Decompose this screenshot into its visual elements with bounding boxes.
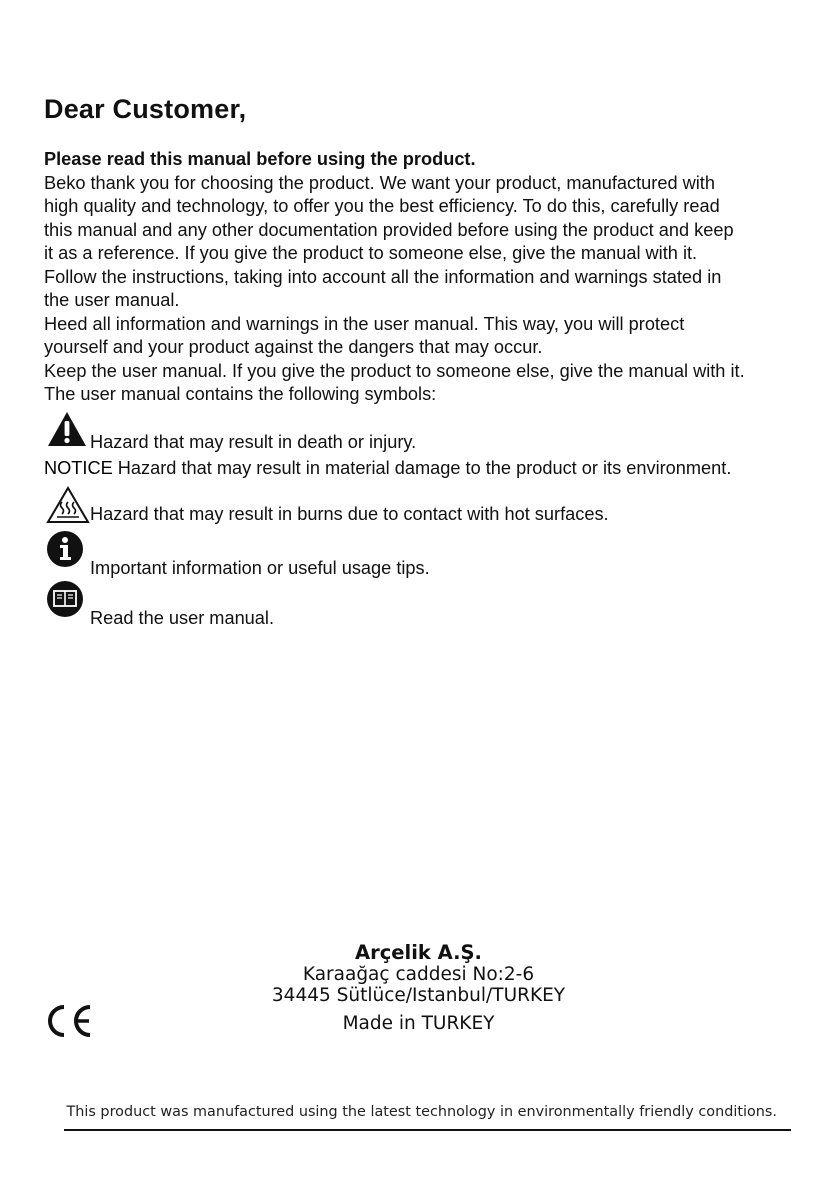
ce-mark-icon <box>44 1004 94 1043</box>
symbol-row-manual <box>46 584 806 630</box>
hazard-text: Hazard that may result in death or injury. <box>90 432 417 452</box>
intro-line: high quality and technology, to offer you the best efficiency. To do this, carefully read <box>44 196 720 216</box>
intro-line: Follow the instructions, taking into account all the information and warnings stated in <box>44 266 722 287</box>
book-icon <box>46 580 84 624</box>
hot-surface-text: Hazard that may result in burns due to contact with hot surfaces. <box>90 504 609 524</box>
warning-triangle-icon <box>46 410 88 454</box>
footer-divider <box>64 1129 791 1131</box>
company-made-in: Made in TURKEY <box>342 1013 495 1034</box>
intro-text <box>44 148 819 407</box>
symbol-row-hot-surface <box>46 484 806 530</box>
company-street: Karaağaç caddesi No:2-6 <box>302 964 535 985</box>
company-city: 34445 Sütlüce/Istanbul/TURKEY <box>271 985 566 1006</box>
notice-text: Hazard that may result in material damage to the product or its environment. <box>117 458 732 478</box>
intro-line: the user manual. <box>44 290 180 310</box>
symbol-row-hazard <box>46 412 806 454</box>
manual-text: Read the user manual. <box>90 608 275 628</box>
intro-line: The user manual contains the following symbols: <box>44 384 437 404</box>
notice-label: NOTICE <box>44 458 113 478</box>
intro-line: yourself and your product against the dangers that may occur. <box>44 337 543 357</box>
intro-bold-line: Please read this manual before using the product. <box>44 149 476 169</box>
info-text: Important information or useful usage tips. <box>90 558 430 578</box>
hot-surface-icon <box>46 486 90 530</box>
info-icon <box>46 530 84 574</box>
intro-line: Heed all information and warnings in the user manual. This way, you will protect <box>44 313 685 334</box>
footer-text: This product was manufactured using the latest technology in environmentally friendly conditions. <box>66 1104 777 1120</box>
intro-line: Keep the user manual. If you give the product to someone else, give the manual with it. <box>44 360 745 381</box>
symbol-row-notice <box>44 457 731 480</box>
intro-line: it as a reference. If you give the product to someone else, give the manual with it. <box>44 243 698 263</box>
page-heading: Dear Customer, <box>44 94 247 124</box>
intro-line: Beko thank you for choosing the product. We want your product, manufactured with <box>44 172 715 193</box>
intro-line: this manual and any other documentation provided before using the product and keep <box>44 219 734 240</box>
symbol-row-info <box>46 534 806 580</box>
company-name: Arçelik A.Ş. <box>355 941 482 964</box>
